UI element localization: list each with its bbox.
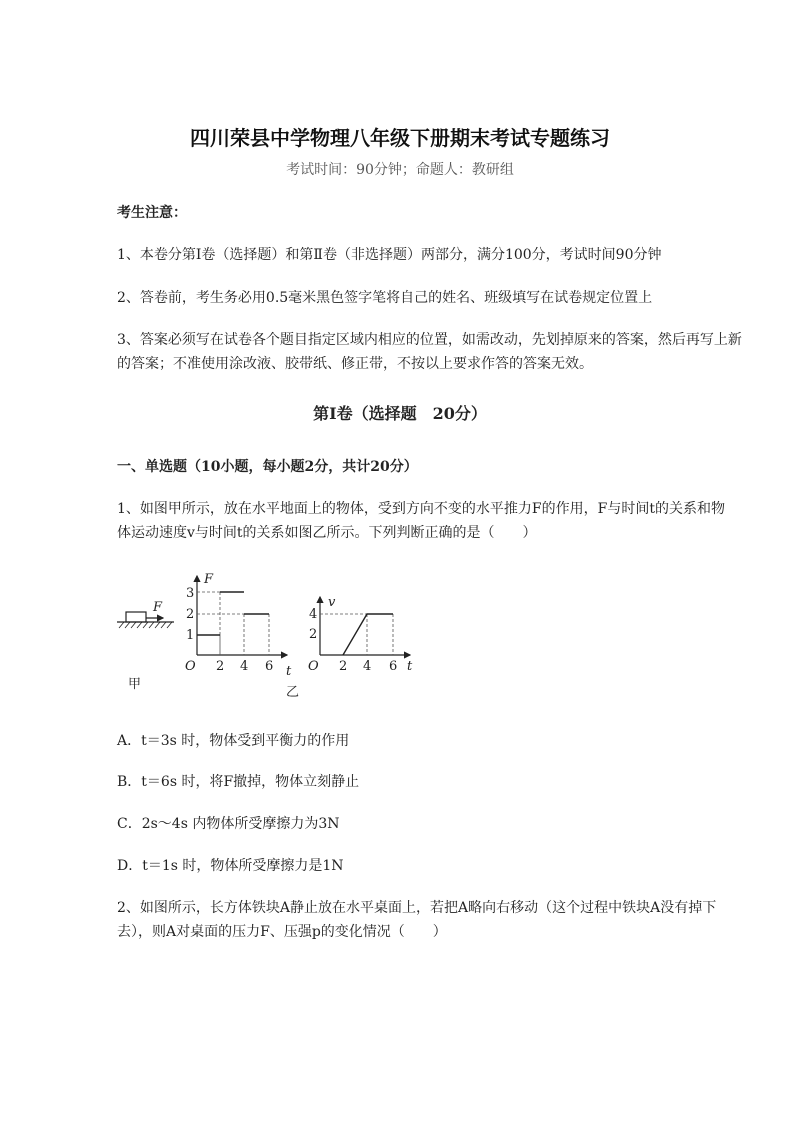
question-2-text: 2、如图所示，长方体铁块A静止放在水平桌面上，若把A略向右移动（这个过程中铁块A没有掉下 (117, 900, 717, 916)
origin-label: O (308, 659, 319, 674)
t-tick: 6 (265, 659, 274, 674)
option-d: D．t＝1s 时，物体所受摩擦力是1N (117, 858, 344, 874)
origin-label: O (185, 659, 196, 674)
question-1-text: 1、如图甲所示，放在水平地面上的物体，受到方向不变的水平推力F的作用，F与时间t的关系和物 (117, 501, 725, 517)
t-tick: 2 (339, 659, 348, 674)
section-title: 第Ⅰ卷（选择题 20分） (313, 404, 487, 423)
t-tick: 4 (363, 659, 372, 674)
velocity-time-graph (308, 595, 413, 674)
f-tick: 2 (186, 607, 195, 622)
v-axis-label: v (328, 595, 336, 610)
figure-b-label: 乙 (286, 685, 300, 700)
option-c: C．2s～4s 内物体所受摩擦力为3N (117, 816, 340, 832)
exam-info: 考试时间：90分钟；命题人：教研组 (286, 162, 514, 178)
force-time-graph (185, 572, 299, 700)
f-tick: 3 (186, 586, 195, 601)
v-tick: 4 (309, 607, 318, 622)
force-label: F (153, 600, 163, 615)
notice-item: 1、本卷分第Ⅰ卷（选择题）和第Ⅱ卷（非选择题）两部分，满分100分，考试时间90分钟 (117, 247, 662, 263)
question-2-text: 去），则A对桌面的压力F、压强p的变化情况（ ） (117, 924, 447, 940)
f-axis-label: F (204, 572, 214, 587)
notice-heading: 考生注意： (117, 205, 187, 221)
figure-a-block (117, 600, 174, 692)
figure-a-label: 甲 (128, 677, 142, 692)
t-tick: 6 (389, 659, 398, 674)
question-1-text: 体运动速度v与时间t的关系如图乙所示。下列判断正确的是（ ） (117, 525, 537, 541)
v-tick: 2 (309, 627, 318, 642)
notice-item: 的答案；不准使用涂改液、胶带纸、修正带，不按以上要求作答的答案无效。 (117, 356, 593, 372)
t-tick: 2 (216, 659, 225, 674)
t-axis-label: t (286, 664, 292, 679)
option-a: A．t＝3s 时，物体受到平衡力的作用 (117, 733, 350, 749)
t-tick: 4 (240, 659, 249, 674)
notice-item: 3、答案必须写在试卷各个题目指定区域内相应的位置，如需改动，先划掉原来的答案，然后再写上新 (117, 332, 742, 348)
page-title: 四川荣县中学物理八年级下册期末考试专题练习 (190, 126, 610, 150)
notice-item: 2、答卷前，考生务必用0.5毫米黑色签字笔将自己的姓名、班级填写在试卷规定位置上 (117, 290, 653, 306)
t-axis-label: t (407, 659, 413, 674)
f-tick: 1 (186, 628, 195, 643)
option-b: B．t＝6s 时，将F撤掉，物体立刻静止 (117, 774, 360, 790)
part-heading: 一、单选题（10小题，每小题2分，共计20分） (117, 459, 418, 475)
